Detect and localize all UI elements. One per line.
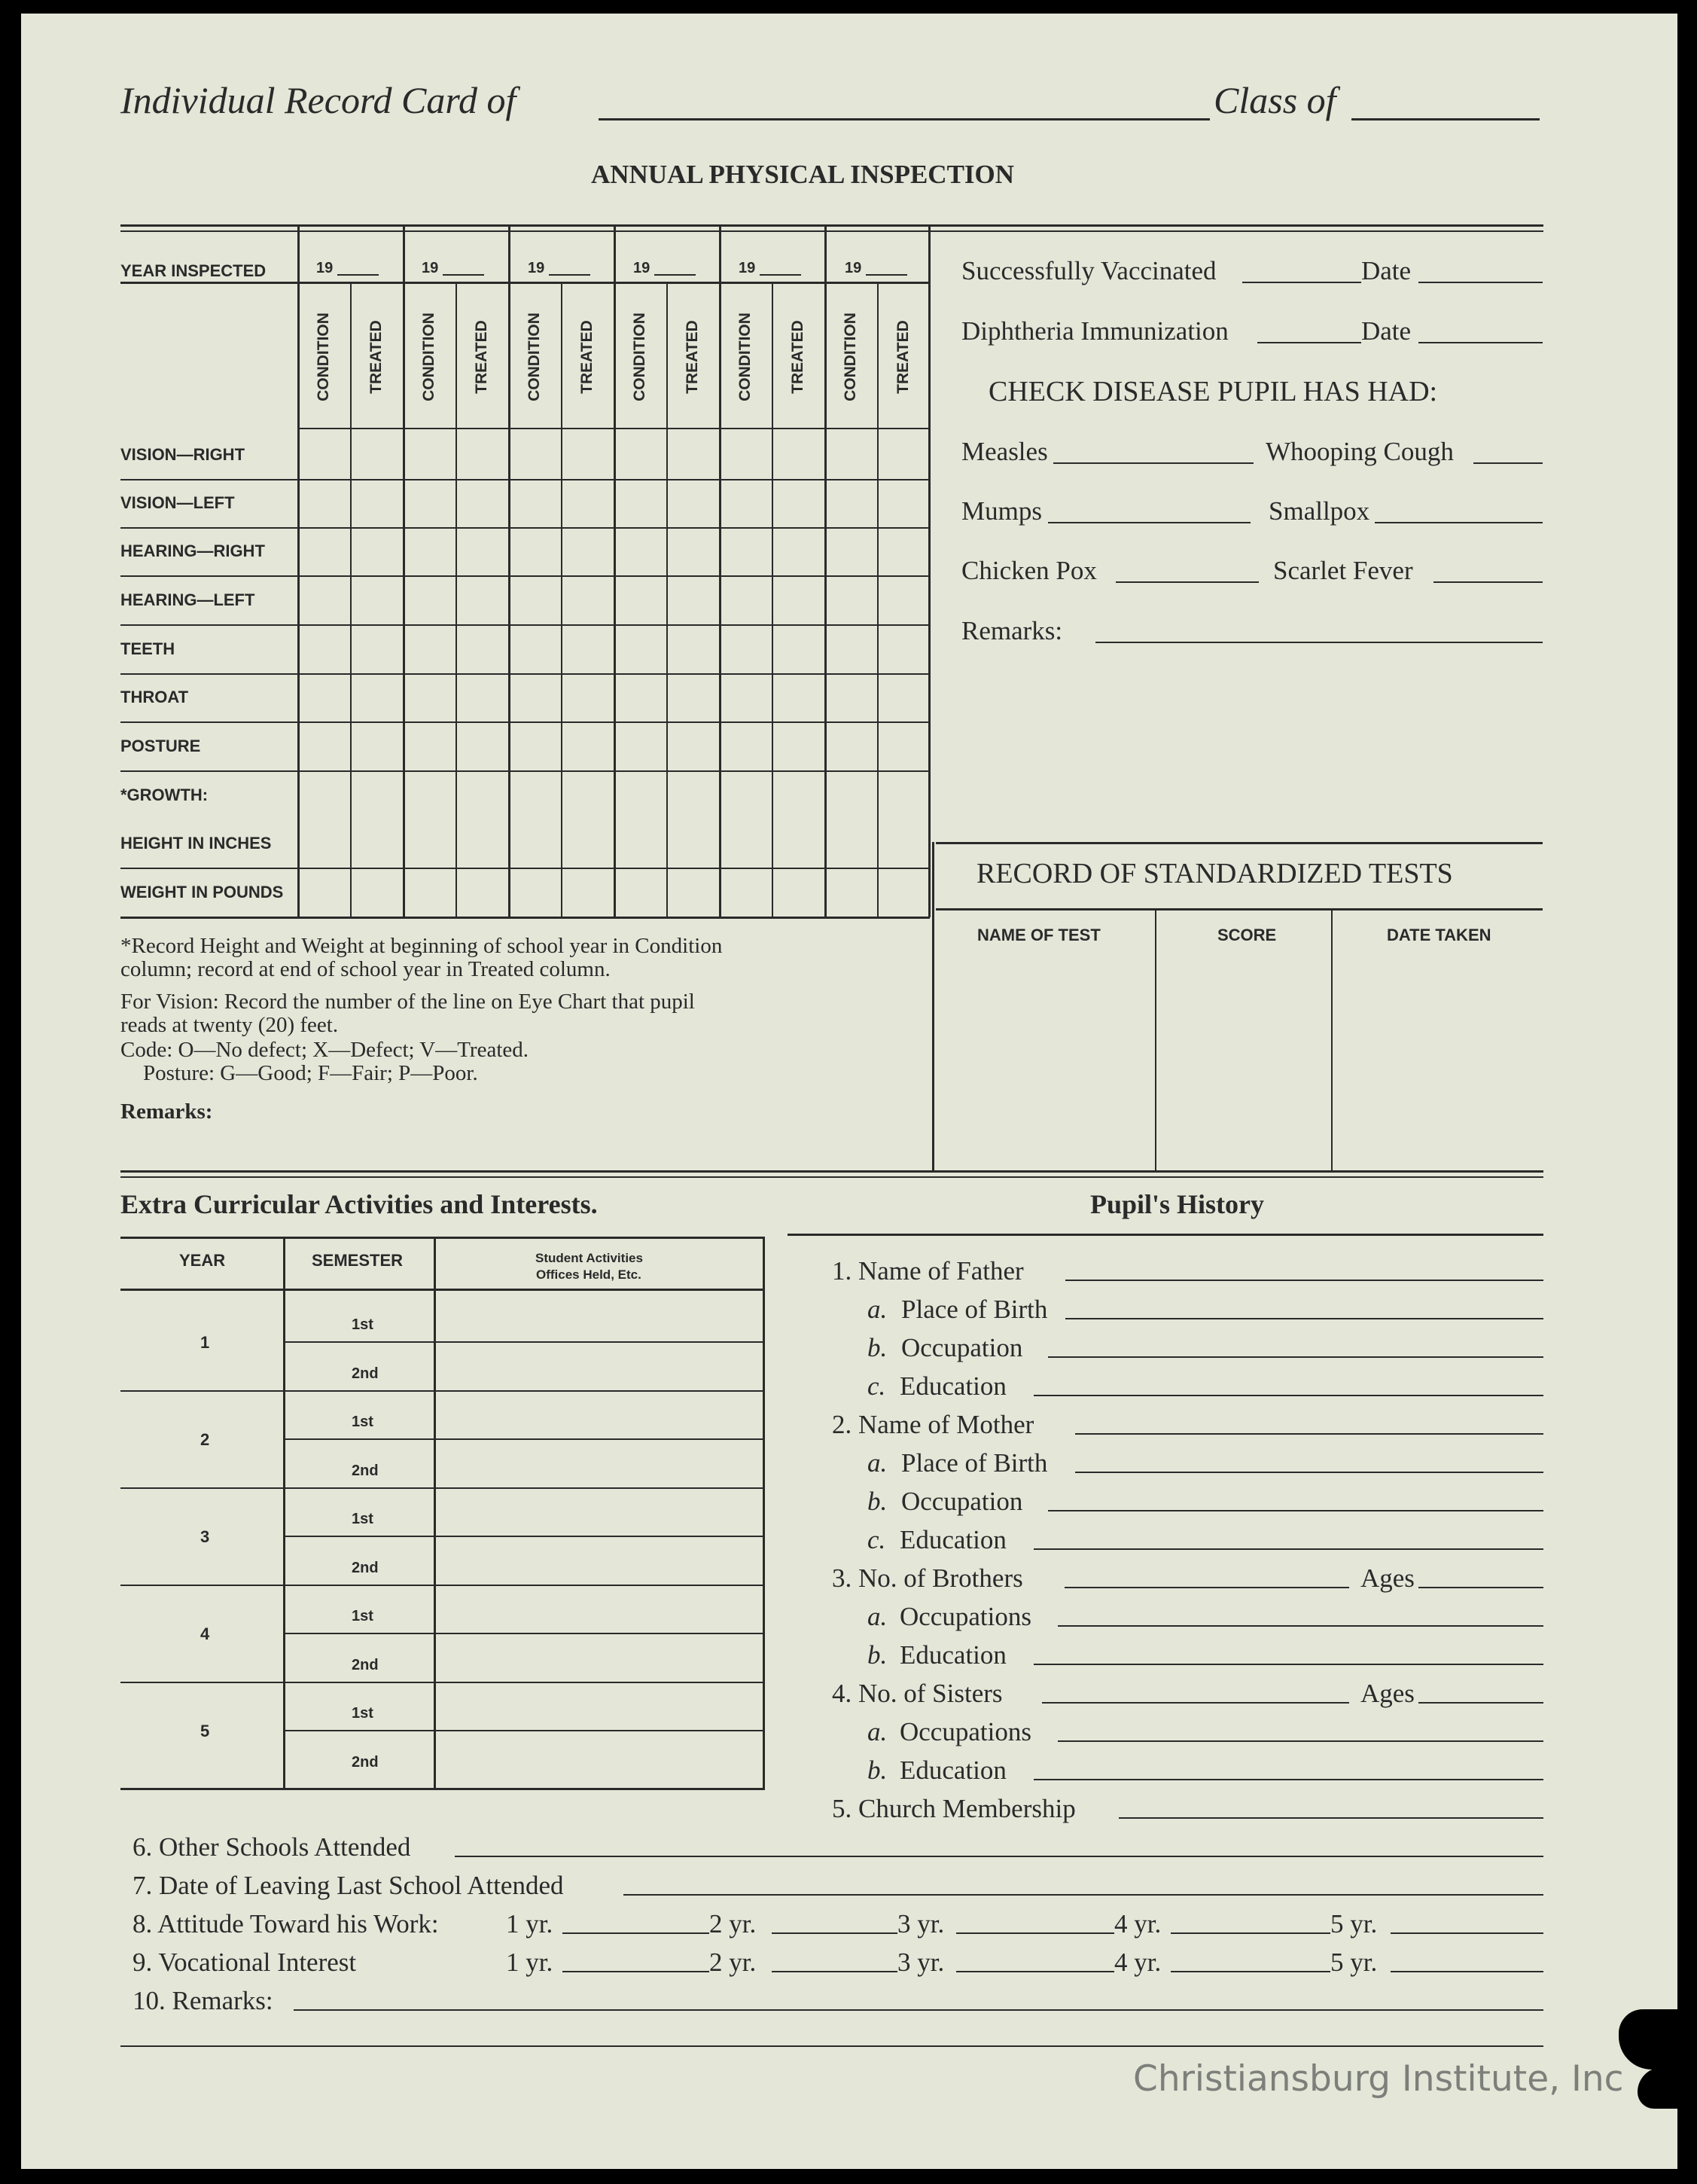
- note-line: reads at twenty (20) feet.: [120, 1013, 339, 1037]
- father-place-line: [1065, 1318, 1543, 1319]
- chicken-pox-label: Chicken Pox: [961, 556, 1097, 585]
- measles-line: [1053, 462, 1254, 464]
- attitude-yr5: 5 yr.: [1330, 1909, 1378, 1938]
- grid-vline: [877, 283, 879, 917]
- middle-rule: [120, 1170, 1543, 1173]
- row-label: VISION—RIGHT: [120, 445, 245, 464]
- grid-vline: [455, 283, 457, 917]
- torn-corner: [1638, 2067, 1679, 2109]
- year-blank: [443, 274, 484, 276]
- measles-label: Measles: [961, 437, 1048, 466]
- offices-header: Offices Held, Etc.: [536, 1267, 641, 1282]
- note-line: *Record Height and Weight at beginning of school year in Condition: [120, 934, 723, 958]
- mother-place-line: [1075, 1472, 1543, 1473]
- mother-occupation-line: [1048, 1510, 1543, 1511]
- year-number: 4: [200, 1624, 210, 1643]
- letter-b: b.: [867, 1755, 888, 1785]
- year-19: 19: [422, 260, 439, 276]
- vocational-yr3: 3 yr.: [897, 1948, 945, 1977]
- note-line: Posture: G—Good; F—Fair; P—Poor.: [143, 1061, 478, 1085]
- father-occupation-label: Occupation: [901, 1333, 1023, 1362]
- grid-vline: [928, 226, 931, 917]
- tests-left-border: [932, 842, 934, 1171]
- vocational-yr1: 1 yr.: [506, 1948, 553, 1977]
- card-title: Individual Record Card of: [120, 79, 516, 121]
- note-line: For Vision: Record the number of the line on Eye Chart that pupil: [120, 990, 695, 1014]
- whooping-label: Whooping Cough: [1266, 437, 1454, 466]
- condition-header: CONDITION: [420, 313, 437, 401]
- form-subtitle: ANNUAL PHYSICAL INSPECTION: [591, 160, 1015, 189]
- attitude-yr4-line: [1171, 1932, 1330, 1934]
- top-rule: [120, 224, 1543, 227]
- grid-vline: [772, 283, 773, 917]
- vocational-yr2: 2 yr.: [709, 1948, 757, 1977]
- letter-a: a.: [867, 1448, 888, 1478]
- grid-vline: [403, 226, 405, 917]
- mother-place-label: Place of Birth: [901, 1448, 1048, 1478]
- sisters-education-label: Education: [900, 1755, 1007, 1785]
- vocational-yr5: 5 yr.: [1330, 1948, 1378, 1977]
- row-line: [120, 624, 930, 626]
- semester-line: [285, 1438, 764, 1440]
- semester-line: [285, 1730, 764, 1731]
- tests-col-line: [1331, 910, 1333, 1171]
- row-line: [120, 527, 930, 529]
- row-label: HEARING—LEFT: [120, 590, 255, 609]
- letter-a: a.: [867, 1295, 888, 1324]
- row-line: [120, 868, 930, 869]
- sisters-occupations-label: Occupations: [900, 1717, 1031, 1746]
- mother-line: [1075, 1433, 1543, 1435]
- father-occupation-line: [1048, 1356, 1543, 1358]
- mother-occupation-label: Occupation: [901, 1487, 1023, 1516]
- vaccinated-label: Successfully Vaccinated: [961, 256, 1217, 285]
- grid-vline: [666, 283, 668, 917]
- father-label: 1. Name of Father: [832, 1256, 1024, 1286]
- row-label: HEARING—RIGHT: [120, 541, 265, 560]
- sisters-occupations-line: [1058, 1740, 1543, 1742]
- treated-header: TREATED: [367, 320, 385, 394]
- scarlet-fever-label: Scarlet Fever: [1273, 556, 1413, 585]
- attitude-yr4: 4 yr.: [1114, 1909, 1162, 1938]
- brothers-line: [1065, 1587, 1349, 1588]
- attitude-yr2: 2 yr.: [709, 1909, 757, 1938]
- activities-vline: [763, 1237, 765, 1790]
- year-19: 19: [528, 260, 545, 276]
- letter-b: b.: [867, 1487, 888, 1516]
- health-remarks-line: [1095, 642, 1543, 643]
- smallpox-line: [1375, 522, 1543, 523]
- activities-header-rule: [120, 1289, 764, 1291]
- row-line: [120, 721, 930, 723]
- watermark: Christiansburg Institute, Inc: [1133, 2058, 1624, 2100]
- year-blank: [337, 274, 379, 276]
- grid-header-line: [120, 282, 930, 284]
- row-label: *GROWTH:: [120, 785, 209, 804]
- vaccinated-line: [1242, 282, 1361, 283]
- history-title: Pupil's History: [1090, 1189, 1265, 1219]
- vocational-label: 9. Vocational Interest: [133, 1948, 357, 1977]
- date-taken-header: DATE TAKEN: [1387, 926, 1491, 944]
- final-remarks-label: 10. Remarks:: [133, 1986, 273, 2015]
- year-number: 1: [200, 1333, 210, 1352]
- treated-header: TREATED: [789, 320, 806, 394]
- semester-second: 2nd: [352, 1560, 379, 1576]
- row-label: HEIGHT IN INCHES: [120, 834, 272, 853]
- year-line: [120, 1487, 764, 1489]
- father-education-label: Education: [900, 1371, 1007, 1401]
- row-label: POSTURE: [120, 737, 201, 755]
- score-header: SCORE: [1217, 926, 1277, 944]
- condition-header: CONDITION: [526, 313, 543, 401]
- year-inspected-label: YEAR INSPECTED: [120, 261, 267, 280]
- year-line: [120, 1682, 764, 1683]
- semester-line: [285, 1633, 764, 1634]
- row-line: [120, 575, 930, 577]
- row-label: WEIGHT IN POUNDS: [120, 883, 284, 901]
- chicken-pox-line: [1116, 581, 1259, 583]
- vocational-yr4-line: [1171, 1971, 1330, 1972]
- semester-line: [285, 1341, 764, 1343]
- note-line: Code: O—No defect; X—Defect; V—Treated.: [120, 1038, 529, 1062]
- diphtheria-date-line: [1418, 342, 1543, 343]
- grid-vline: [614, 226, 616, 917]
- mumps-line: [1048, 522, 1251, 523]
- semester-first: 1st: [352, 1705, 373, 1722]
- schools-line: [455, 1856, 1543, 1857]
- final-rule: [120, 2045, 1543, 2047]
- year-19: 19: [845, 260, 862, 276]
- vaccinated-date-label: Date: [1361, 256, 1412, 285]
- mumps-label: Mumps: [961, 496, 1042, 526]
- tests-top-rule: [936, 842, 1543, 844]
- grid-vline: [561, 283, 562, 917]
- year-19: 19: [739, 260, 756, 276]
- scarlet-fever-line: [1433, 581, 1543, 583]
- treated-header: TREATED: [894, 320, 912, 394]
- brothers-education-label: Education: [900, 1640, 1007, 1670]
- grid-vline: [824, 226, 827, 917]
- brothers-ages-line: [1418, 1587, 1543, 1588]
- schools-label: 6. Other Schools Attended: [133, 1832, 411, 1862]
- vocational-yr3-line: [956, 1971, 1114, 1972]
- condition-header: CONDITION: [631, 313, 648, 401]
- year-header: YEAR: [179, 1251, 226, 1270]
- attitude-yr3: 3 yr.: [897, 1909, 945, 1938]
- top-rule: [120, 230, 1543, 232]
- class-field-line: [1351, 118, 1540, 120]
- brothers-label: 3. No. of Brothers: [832, 1563, 1023, 1593]
- grid-vline: [508, 226, 510, 917]
- semester-first: 1st: [352, 1608, 373, 1624]
- leaving-line: [623, 1894, 1543, 1896]
- father-line: [1065, 1280, 1543, 1281]
- attitude-yr5-line: [1391, 1932, 1543, 1934]
- year-blank: [866, 274, 907, 276]
- activities-top: [120, 1237, 764, 1239]
- church-line: [1119, 1817, 1543, 1819]
- year-number: 3: [200, 1527, 210, 1546]
- row-line: [120, 770, 930, 772]
- activities-vline: [434, 1237, 436, 1790]
- mother-education-line: [1034, 1548, 1543, 1550]
- letter-c: c.: [867, 1371, 886, 1401]
- check-disease-title: CHECK DISEASE PUPIL HAS HAD:: [989, 376, 1438, 407]
- middle-rule: [120, 1176, 1543, 1178]
- year-blank: [654, 274, 696, 276]
- sisters-ages-label: Ages: [1360, 1679, 1415, 1708]
- smallpox-label: Smallpox: [1269, 496, 1370, 526]
- class-label: Class of: [1214, 79, 1336, 121]
- semester-second: 2nd: [352, 1657, 379, 1673]
- brothers-ages-label: Ages: [1360, 1563, 1415, 1593]
- semester-second: 2nd: [352, 1463, 379, 1479]
- treated-header: TREATED: [684, 320, 701, 394]
- sisters-label: 4. No. of Sisters: [832, 1679, 1003, 1708]
- inspection-remarks: Remarks:: [120, 1100, 213, 1124]
- year-19: 19: [633, 260, 650, 276]
- letter-a: a.: [867, 1602, 888, 1631]
- condition-header: CONDITION: [736, 313, 754, 401]
- tests-header-rule: [936, 908, 1543, 911]
- year-19: 19: [316, 260, 334, 276]
- semester-line: [285, 1536, 764, 1537]
- year-number: 2: [200, 1430, 210, 1449]
- letter-c: c.: [867, 1525, 886, 1554]
- letter-b: b.: [867, 1333, 888, 1362]
- vocational-yr5-line: [1391, 1971, 1543, 1972]
- year-line: [120, 1585, 764, 1586]
- name-field-line: [599, 118, 1210, 120]
- tests-title: RECORD OF STANDARDIZED TESTS: [976, 858, 1453, 889]
- attitude-yr1-line: [562, 1932, 709, 1934]
- row-label: THROAT: [120, 688, 189, 706]
- sisters-education-line: [1034, 1779, 1543, 1780]
- diphtheria-date-label: Date: [1361, 316, 1412, 346]
- father-education-line: [1034, 1395, 1543, 1396]
- year-blank: [549, 274, 590, 276]
- grid-bottom: [120, 917, 930, 919]
- activities-vline: [283, 1237, 285, 1790]
- attitude-yr2-line: [772, 1932, 897, 1934]
- year-line: [120, 1390, 764, 1392]
- activities-bottom: [120, 1788, 764, 1790]
- tests-col-line: [1155, 910, 1156, 1171]
- final-remarks-line: [294, 2009, 1543, 2011]
- attitude-label: 8. Attitude Toward his Work:: [133, 1909, 439, 1938]
- year-number: 5: [200, 1722, 210, 1740]
- grid-vline: [719, 226, 721, 917]
- attitude-yr1: 1 yr.: [506, 1909, 553, 1938]
- vaccinated-date-line: [1418, 282, 1543, 283]
- activities-title: Extra Curricular Activities and Interests.: [120, 1189, 598, 1219]
- diphtheria-line: [1257, 342, 1361, 343]
- brothers-occupations-line: [1058, 1625, 1543, 1627]
- semester-first: 1st: [352, 1316, 373, 1333]
- mother-label: 2. Name of Mother: [832, 1410, 1034, 1439]
- treated-header: TREATED: [578, 320, 596, 394]
- note-line: column; record at end of school year in Treated column.: [120, 957, 611, 981]
- semester-first: 1st: [352, 1414, 373, 1430]
- church-label: 5. Church Membership: [832, 1794, 1076, 1823]
- sisters-ages-line: [1418, 1702, 1543, 1704]
- row-line: [120, 673, 930, 675]
- diphtheria-label: Diphtheria Immunization: [961, 316, 1229, 346]
- row-label: TEETH: [120, 639, 175, 658]
- vocational-yr2-line: [772, 1971, 897, 1972]
- name-of-test-header: NAME OF TEST: [977, 926, 1101, 944]
- father-place-label: Place of Birth: [901, 1295, 1048, 1324]
- semester-first: 1st: [352, 1511, 373, 1527]
- activities-header: Student Activities: [535, 1251, 643, 1265]
- grid-vline: [350, 283, 352, 917]
- letter-a: a.: [867, 1717, 888, 1746]
- health-remarks-label: Remarks:: [961, 616, 1063, 645]
- brothers-education-line: [1034, 1664, 1543, 1665]
- condition-header: CONDITION: [842, 313, 859, 401]
- semester-header: SEMESTER: [312, 1251, 404, 1270]
- grid-vline: [297, 226, 300, 917]
- attitude-yr3-line: [956, 1932, 1114, 1934]
- brothers-occupations-label: Occupations: [900, 1602, 1031, 1631]
- treated-header: TREATED: [473, 320, 490, 394]
- row-line: [120, 479, 930, 480]
- year-blank: [760, 274, 801, 276]
- sisters-line: [1042, 1702, 1349, 1704]
- condition-header: CONDITION: [315, 313, 332, 401]
- torn-corner: [1619, 2009, 1679, 2070]
- vocational-yr4: 4 yr.: [1114, 1948, 1162, 1977]
- semester-second: 2nd: [352, 1754, 379, 1771]
- history-title-rule: [788, 1234, 1543, 1236]
- leaving-label: 7. Date of Leaving Last School Attended: [133, 1871, 564, 1900]
- row-label: VISION—LEFT: [120, 493, 235, 512]
- mother-education-label: Education: [900, 1525, 1007, 1554]
- whooping-line: [1473, 462, 1543, 464]
- semester-second: 2nd: [352, 1365, 379, 1382]
- vocational-yr1-line: [562, 1971, 709, 1972]
- letter-b: b.: [867, 1640, 888, 1670]
- grid-hline: [299, 428, 930, 429]
